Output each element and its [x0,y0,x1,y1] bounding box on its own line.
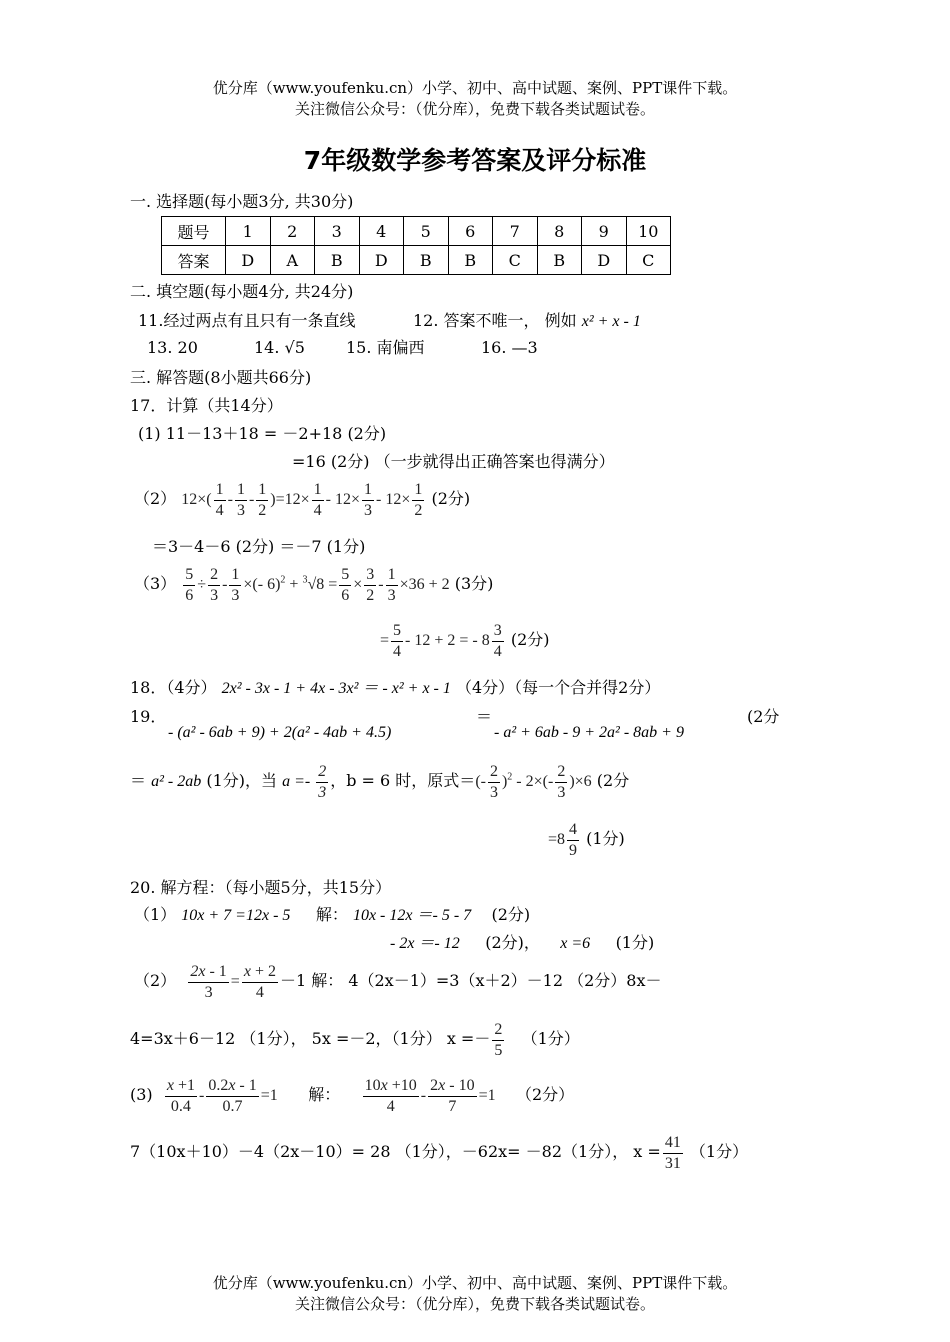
q17-2-label: （2） [134,489,177,509]
q19-result: =8 $\frac{4}{9}$ [548,821,578,859]
q20-3-score: （2分） [515,1085,575,1105]
q19-l2-equals: ＝ [130,771,147,791]
q19-substitution: (- $\frac{2}{3}$ )$^2$ - 2×(- $\frac{2}{3}$ )×6 [475,763,592,801]
q18-expression: 2x² - 3x - 1 + 4x - 3x² ＝ - x² + x - 1 [221,680,451,697]
table-cell: 8 [537,217,582,246]
q19-equals: ＝ [476,707,493,726]
q20-1-equation: 10x + 7 =12x - 5 [181,907,291,924]
table-cell: D [359,246,404,275]
q19-expr2: - a² + 6ab - 9 + 2a² - 8ab + 9 [494,724,684,741]
q17-2-line1 [134,480,470,521]
q17-2-score: (2分) [431,489,471,509]
section1-heading: 一. 选择题(每小题3分, 共30分) [130,192,354,211]
q17-3-result-expression: = $\frac{5}{4}$ - 12 + 2 = - 8 $\frac{3}{4}$ [380,622,502,660]
q20-1-score3: (1分) [615,933,655,952]
q17-3-expression: $\frac{5}{6}$ ÷ $\frac{2}{3}$ - $\frac{1}{3}$ ×(- 6)$^2$ + $^3$√8 = $\frac{5}{6}$ × $\frac{3}{2}$ - $\frac{1}{3}$ ×36 + 2 [185,566,450,604]
table-cell: B [404,246,449,275]
q17-3-result-score: (2分) [510,630,550,650]
q20-1-label: （1） [134,905,177,924]
footer-line-1: 优分库（www.youfenku.cn）小学、初中、高中试题、案例、PPT课件下载。 [212,1274,738,1292]
q20-1-result: x =6 [560,935,591,952]
table-cell: D [226,246,271,275]
row-label-answer: 答案 [162,246,226,275]
table-cell: 4 [359,217,404,246]
q19-label: 19． [130,707,167,726]
q20-3-label: (3) [130,1085,153,1105]
q20-2-l2-score: （1分） [521,1029,580,1049]
q20-2-label: （2） [134,971,177,991]
q17-2-line2: ＝3－4－6 (2分) ＝－7 (1分) [152,537,366,556]
answer-table [161,216,671,275]
q19-expression-1 [168,722,391,742]
q17-1-line2: =16 (2分) （一步就得出正确答案也得满分） [292,452,615,471]
row-label-question: 题号 [162,217,226,246]
q19-line3 [548,820,625,861]
q18-note: （4分）（每一个合并得2分） [455,678,661,697]
footer-line-2: 关注微信公众号：（优分库），免费下载各类试题试卷。 [294,1295,655,1313]
sqrt5-expression: √5 [284,338,305,357]
table-row [162,246,671,275]
q17-3-label: （3） [134,574,177,594]
table-cell: 3 [315,217,360,246]
table-cell: B [448,246,493,275]
q20-1-score: (2分) [491,905,531,924]
q20-2-x-value: $\frac{2}{5}$ [494,1021,503,1059]
q20-3-line1 [130,1076,574,1117]
q20-1-line1 [134,905,530,925]
q20-3-x-value: $\frac{41}{31}$ [664,1134,681,1172]
q19-l2-expression: a² - 2ab [151,773,202,791]
q20-3-line2 [130,1133,748,1174]
answer-q13: 13. 20 [147,338,198,357]
table-cell: B [315,246,360,275]
q20-3-equation: $\frac{x +1}{0.4}$ - $\frac{0.2x - 1}{0.7}$ [166,1077,257,1115]
table-cell: D [582,246,627,275]
table-cell: A [270,246,315,275]
q17-3-score: (3分) [454,574,494,594]
q20-3-l2-text: 7（10x＋10）－4（2x－10）= 28 （1分），－62x= －82（1分）， x = [130,1142,661,1162]
q19-score-1: (2分 [747,707,780,726]
answer-q15: 15. 南偏西 [346,338,425,357]
q14-text: 14. [254,338,280,357]
header-line-1: 优分库（www.youfenku.cn）小学、初中、高中试题、案例、PPT课件下载。 [212,79,738,97]
q20-2-line2 [130,1020,580,1061]
section2-heading: 二. 填空题(每小题4分, 共24分) [130,282,354,301]
q17-heading: 17．计算（共14分） [130,396,283,415]
table-cell: 10 [626,217,671,246]
q19-l2-score: (2分 [596,771,630,791]
table-cell: 6 [448,217,493,246]
q12-text: 12. 答案不唯一， 例如 [413,311,577,330]
q19-l2-when: (1分)，当 [206,771,277,791]
q12-expression: x² + x - 1 [581,313,641,330]
table-cell: C [493,246,538,275]
header-line-2: 关注微信公众号：（优分库），免费下载各类试题试卷。 [294,100,655,118]
q20-1-step2: - 2x ＝- 12 [390,935,460,952]
q20-1-score2: (2分)， [485,933,540,952]
table-cell: 2 [270,217,315,246]
table-cell: C [626,246,671,275]
q20-heading: 20. 解方程：（每小题5分，共15分） [130,878,392,897]
table-row [162,217,671,246]
q19-l3-score: (1分) [586,829,625,849]
table-cell: 9 [582,217,627,246]
q19-expr1: - (a² - 6ab + 9) + 2(a² - 4ab + 4.5) [168,724,392,741]
q20-3-eq1: =1 [260,1087,278,1105]
page-title: 7年级数学参考答案及评分标准 [303,146,647,175]
q20-3-eq2: =1 [478,1087,496,1105]
q20-2-equation: $\frac{2x - 1}{3}$ = $\frac{x + 2}{4}$ [190,963,276,1001]
answer-q11: 11.经过两点有且只有一条直线 [138,311,356,330]
q20-3-step: $\frac{10x +10}{4}$ - $\frac{2x - 10}{7}$ [364,1077,475,1115]
q20-1-step: 10x - 12x ＝- 5 - 7 [352,907,472,924]
q19-a-value: a =- $\frac{2}{3}$ [282,763,327,801]
table-cell: 5 [404,217,449,246]
q20-3-solve: 解： [308,1085,341,1105]
q19-l2-original: ，b = 6 时，原式＝ [330,771,476,791]
q17-3-line1 [134,565,493,606]
q18-label: 18．（4分） [130,678,217,697]
q20-2-line1 [134,962,662,1003]
q18-line [130,678,660,698]
q19-line2 [130,762,629,803]
q17-1-line1: (1) 11－13＋18 = －2+18 (2分) [138,424,387,443]
answer-q14 [254,338,305,357]
q19-expression-2 [494,722,684,742]
q20-1-line2 [390,933,654,953]
answer-q12 [413,311,641,331]
q20-1-solve: 解： [315,905,348,924]
q20-2-rest: －1 解： 4（2x－1）=3（x＋2）－12 （2分）8x－ [279,971,662,991]
q20-2-l2-text: 4=3x＋6－12 （1分）， 5x =－2，（1分） x =－ [130,1029,491,1049]
q17-3-line2 [380,621,550,662]
q20-3-l2-score: （1分） [689,1142,749,1162]
table-cell: 7 [493,217,538,246]
answer-q16: 16. —3 [481,338,538,357]
q17-2-expression: 12×( $\frac{1}{4}$ - $\frac{1}{3}$ - $\frac{1}{2}$ )=12× $\frac{1}{4}$ - 12× $\frac{1}{3}$ - 12× $\frac{1}{2}$ [181,481,423,519]
table-cell: 1 [226,217,271,246]
section3-heading: 三. 解答题(8小题共66分) [130,368,312,387]
table-cell: B [537,246,582,275]
